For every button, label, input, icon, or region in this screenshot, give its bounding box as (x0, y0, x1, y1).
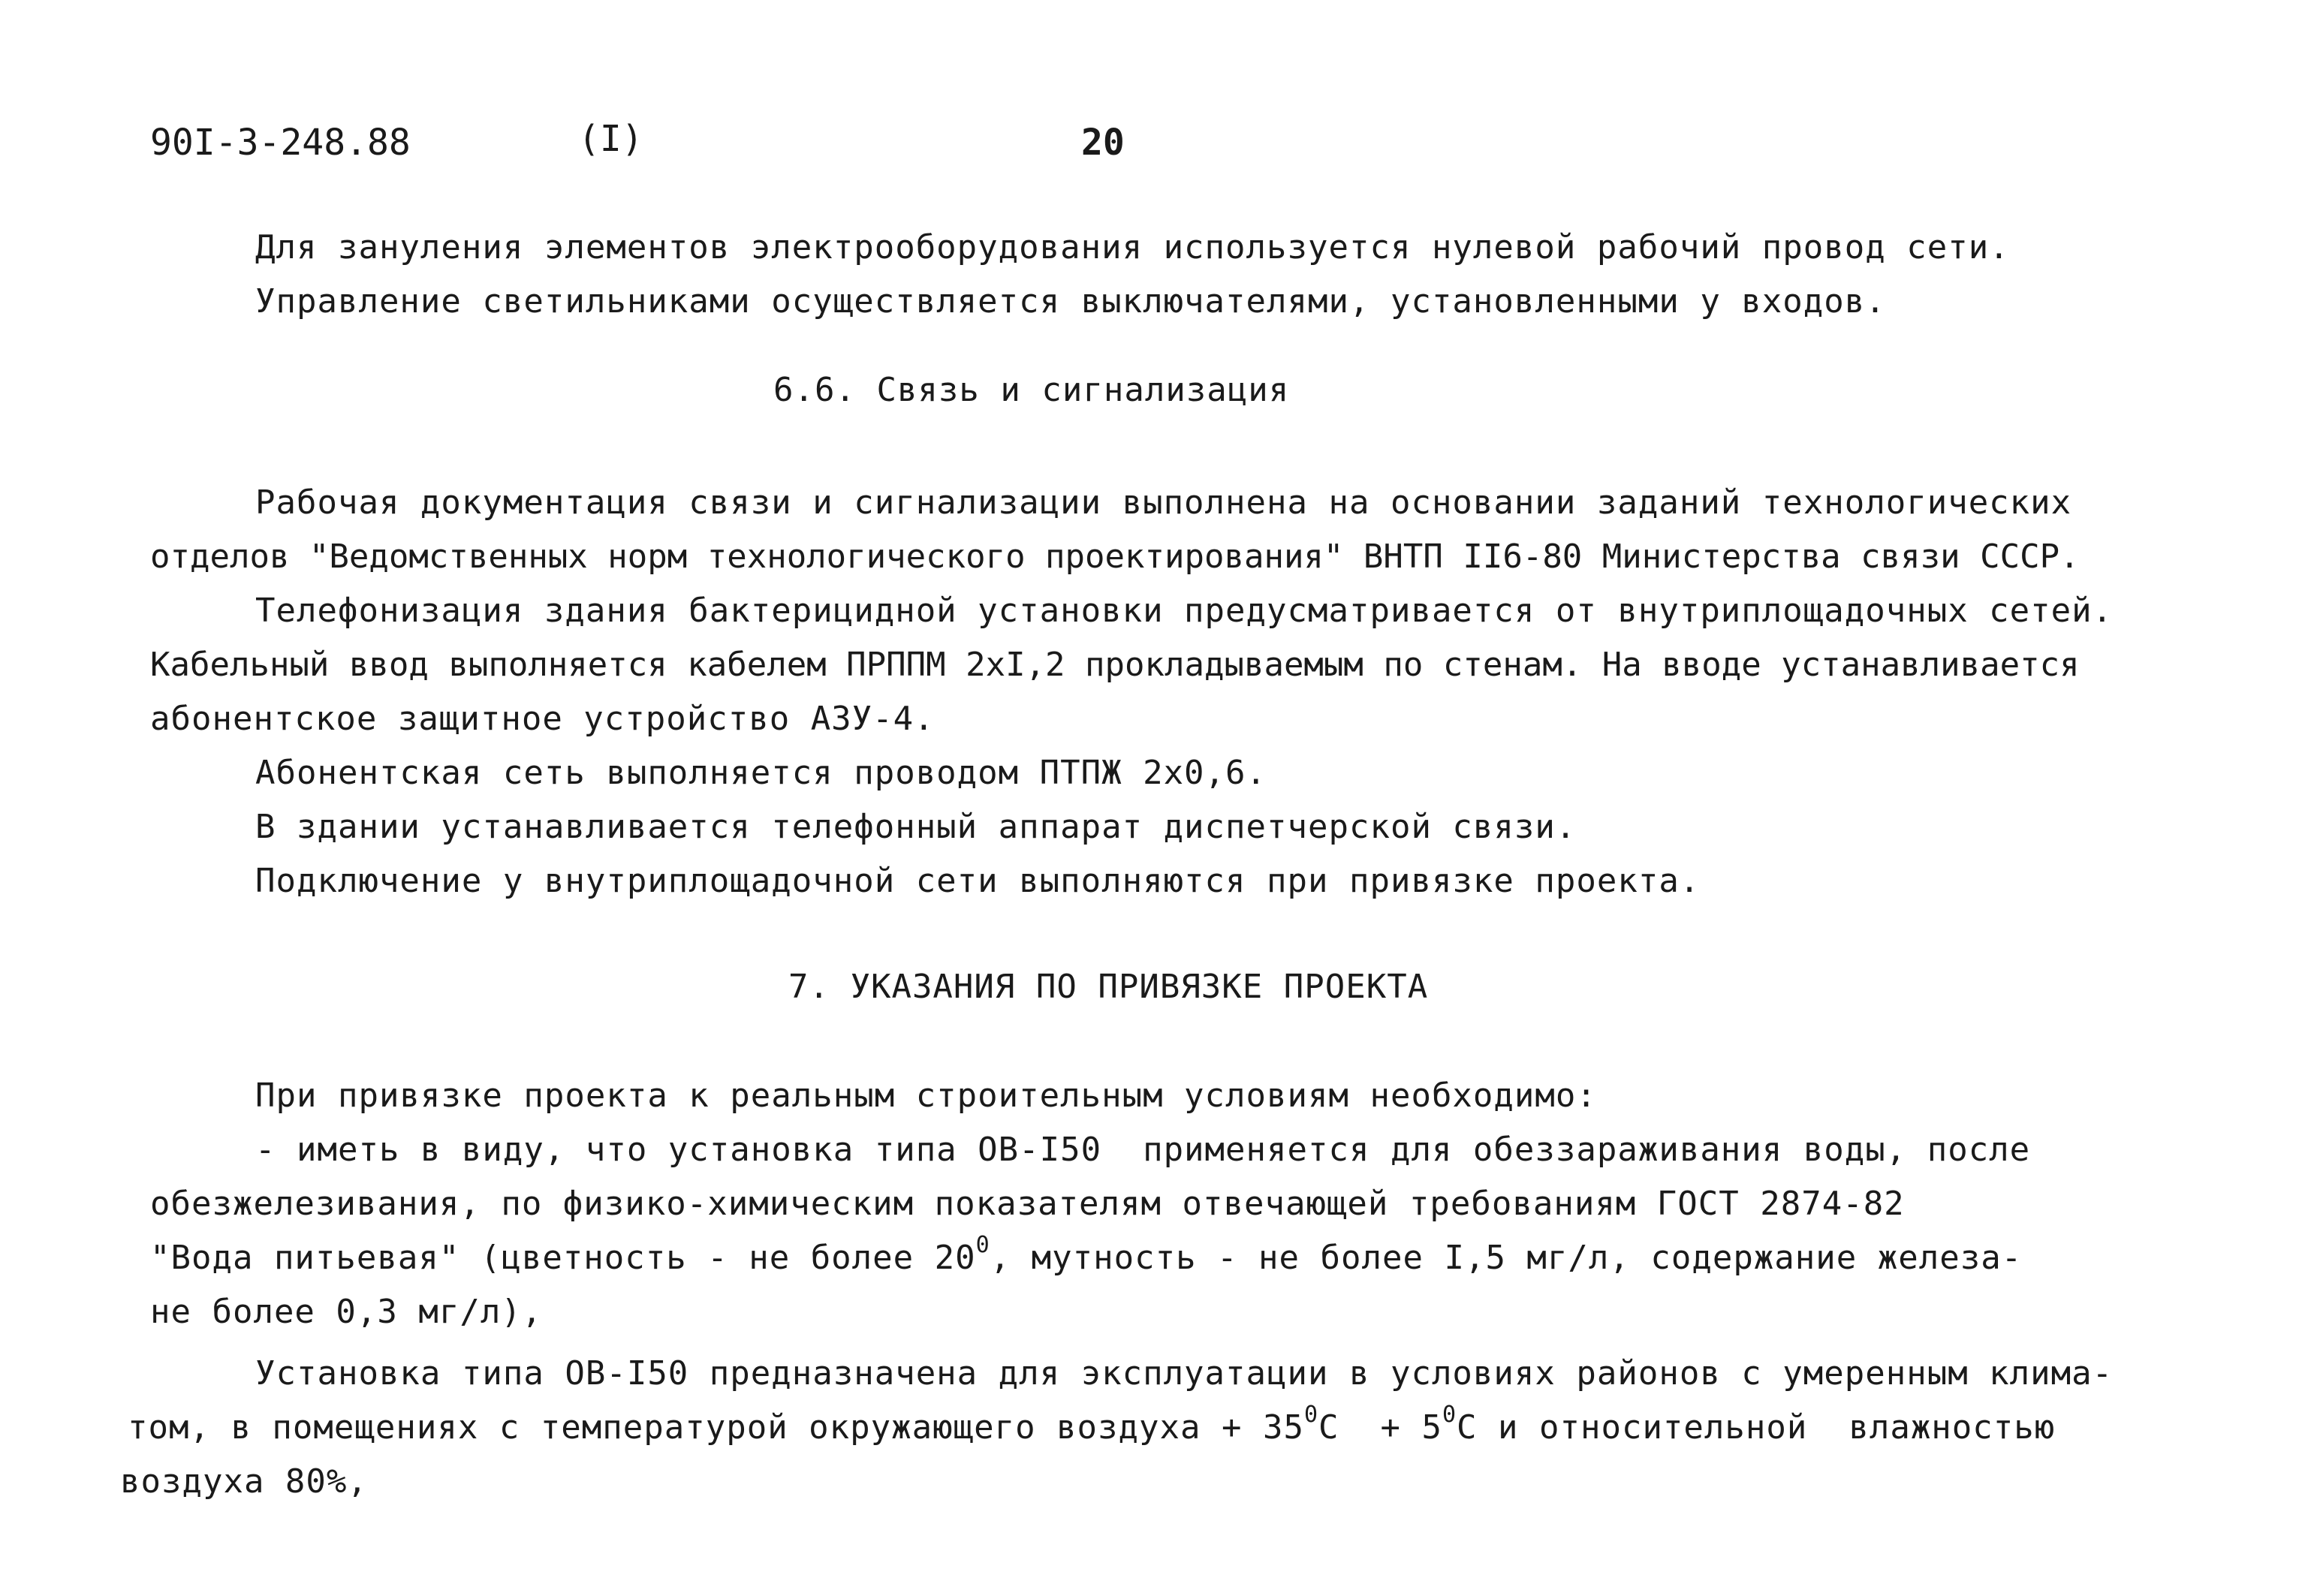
paragraph-line-with-superscript (128, 1402, 2056, 1450)
volume-number: (I) (578, 118, 643, 160)
paragraph-line: не более 0,3 мг/л), (150, 1293, 543, 1331)
text-run: С и относительной влажностью (1457, 1408, 2056, 1447)
paragraph-line: Телефонизация здания бактерицидной установки предусматривается от внутриплощадочных сетей. (255, 592, 2114, 630)
section-heading-6-6: 6.6. Связь и сигнализация (773, 371, 1290, 409)
paragraph-line: Кабельный ввод выполняется кабелем ПРППМ 2хI,2 прокладываемым по стенам. На вводе устанавливается (150, 646, 2080, 684)
text-run: том, в помещениях с температурой окружающего воздуха + 35 (128, 1408, 1304, 1447)
degree-superscript: 0 (975, 1232, 990, 1259)
paragraph-line: Для зануления элементов электрооборудования используется нулевой рабочий провод сети. (255, 228, 2010, 267)
paragraph-line: При привязке проекта к реальным строительным условиям необходимо: (255, 1077, 1597, 1115)
paragraph-line: обезжелезивания, по физико-химическим показателям отвечающей требованиям ГОСТ 2874-82 (150, 1185, 1905, 1223)
degree-superscript: 0 (1303, 1402, 1319, 1429)
paragraph-line: Рабочая документация связи и сигнализации выполнена на основании заданий технологических (255, 483, 2072, 522)
paragraph-line: отделов "Ведомственных норм технологического проектирования" ВНТП II6-80 Министерства связи СССР. (150, 538, 2080, 576)
paragraph-line: В здании устанавливается телефонный аппарат диспетчерской связи. (255, 808, 1577, 846)
page-number: 20 (1081, 122, 1125, 164)
paragraph-line: воздуха 80%, (120, 1462, 368, 1501)
text-run: , мутность - не более I,5 мг/л, содержание железа- (990, 1239, 2023, 1277)
text-run: С + 5 (1318, 1408, 1442, 1447)
paragraph-line: Подключение у внутриплощадочной сети выполняются при привязке проекта. (255, 862, 1701, 900)
section-heading-7: 7. УКАЗАНИЯ ПО ПРИВЯЗКЕ ПРОЕКТА (788, 968, 1429, 1006)
paragraph-line: Управление светильниками осуществляется выключателями, установленными у входов. (255, 282, 1886, 321)
paragraph-line-with-superscript (150, 1232, 2023, 1281)
degree-superscript: 0 (1442, 1402, 1457, 1429)
paragraph-line: абонентское защитное устройство АЗУ-4. (150, 700, 935, 738)
text-run: "Вода питьевая" (цветность - не более 20 (150, 1239, 976, 1277)
paragraph-line: Установка типа ОВ-I50 предназначена для эксплуатации в условиях районов с умеренным клима- (255, 1354, 2114, 1393)
paragraph-line: Абонентская сеть выполняется проводом ПТПЖ 2х0,6. (255, 754, 1267, 792)
paragraph-line: - иметь в виду, что установка типа ОВ-I50 применяется для обеззараживания воды, после (255, 1131, 2031, 1169)
document-code: 90I-3-248.88 (150, 122, 411, 164)
